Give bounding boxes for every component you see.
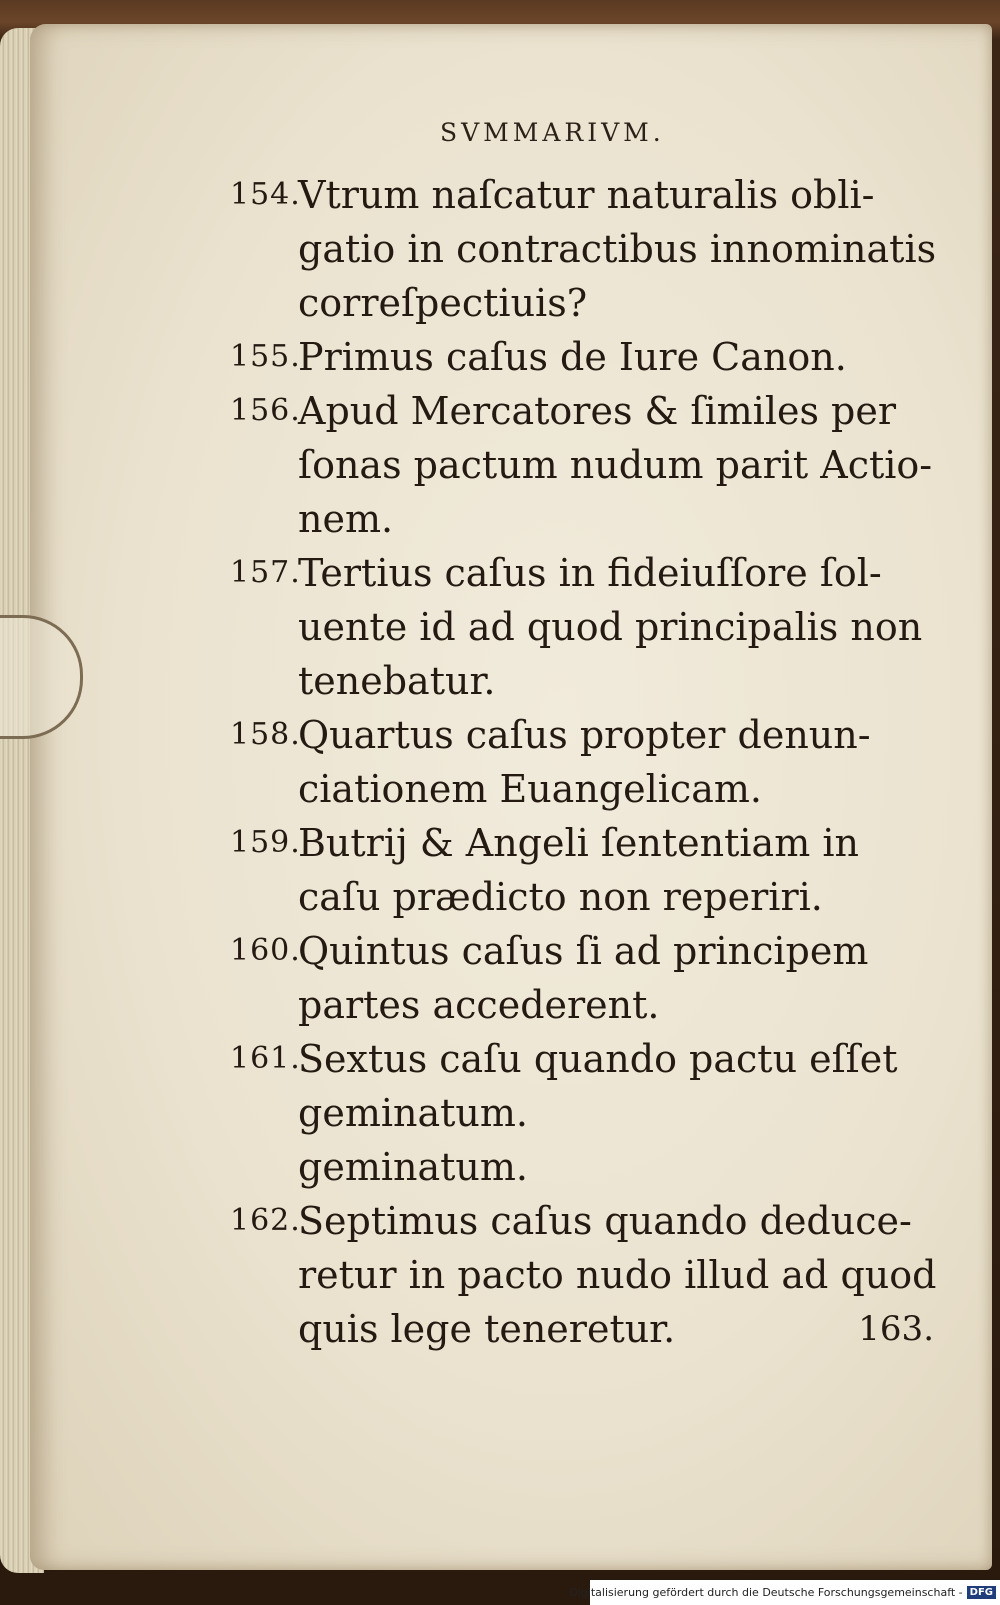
list-item (200, 924, 970, 1032)
list-item (200, 168, 970, 330)
entry-line: Apud Mercatores & ſimiles per (298, 389, 897, 433)
catchword: 163. (858, 1309, 934, 1349)
list-item (200, 384, 970, 546)
entry-line: Butrij & Angeli ſententiam in (298, 821, 859, 865)
dfg-logo: DFG (967, 1586, 996, 1599)
entry-line: Primus caſus de Iure Canon. (298, 335, 847, 379)
entry-line: ſonas pactum nudum parit Actio- (298, 443, 933, 487)
list-item (200, 1032, 970, 1194)
digitization-credit (569, 1580, 1000, 1605)
list-item (200, 330, 970, 384)
entry-line: Vtrum naſcatur naturalis obli- (298, 173, 875, 217)
entry-line: retur in pacto nudo illud ad quod (298, 1253, 937, 1297)
entry-line: geminatum. (298, 1091, 528, 1135)
entry-line: Sextus caſu quando pactu eſſet (298, 1037, 898, 1081)
entry-number: 161. (230, 1041, 301, 1076)
entry-line: ciationem Euangelicam. (298, 767, 762, 811)
list-item (200, 1194, 970, 1302)
entry-line: Septimus caſus quando deduce- (298, 1199, 912, 1243)
entry-number: 154. (230, 177, 301, 212)
entry-number: 158. (230, 717, 301, 752)
entry-number: 162. (230, 1203, 301, 1238)
entry-line: tenebatur. (298, 659, 496, 703)
entry-line: Quartus caſus propter denun- (298, 713, 871, 757)
entry-line: quis lege teneretur. (298, 1307, 676, 1351)
credit-text: Digitalisierung gefördert durch die Deutsche Forschungsgemeinschaft - (569, 1586, 963, 1599)
entry-number: 160. (230, 933, 301, 968)
list-item (200, 546, 970, 708)
page-header: SVMMARIVM. (440, 118, 665, 147)
list-item (200, 708, 970, 816)
entry-line: uente id ad quod principalis non (298, 605, 923, 649)
entry-line: nem. (298, 497, 394, 541)
entry-number: 159. (230, 825, 301, 860)
entry-line: gatio in contractibus innominatis (298, 227, 937, 271)
last-line-row (200, 1302, 970, 1356)
entry-number: 157. (230, 555, 301, 590)
summary-list (200, 168, 970, 1356)
entry-number: 155. (230, 339, 301, 374)
entry-number: 156. (230, 393, 301, 428)
entry-line: partes accederent. (298, 983, 660, 1027)
entry-line: Tertius caſus in fideiuſſore ſol- (298, 551, 882, 595)
entry-line: geminatum. (298, 1145, 528, 1189)
entry-line: Quintus caſus ſi ad principem (298, 929, 869, 973)
entry-line: correſpectiuis? (298, 281, 588, 325)
list-item (200, 816, 970, 924)
entry-line: caſu prædicto non reperiri. (298, 875, 823, 919)
